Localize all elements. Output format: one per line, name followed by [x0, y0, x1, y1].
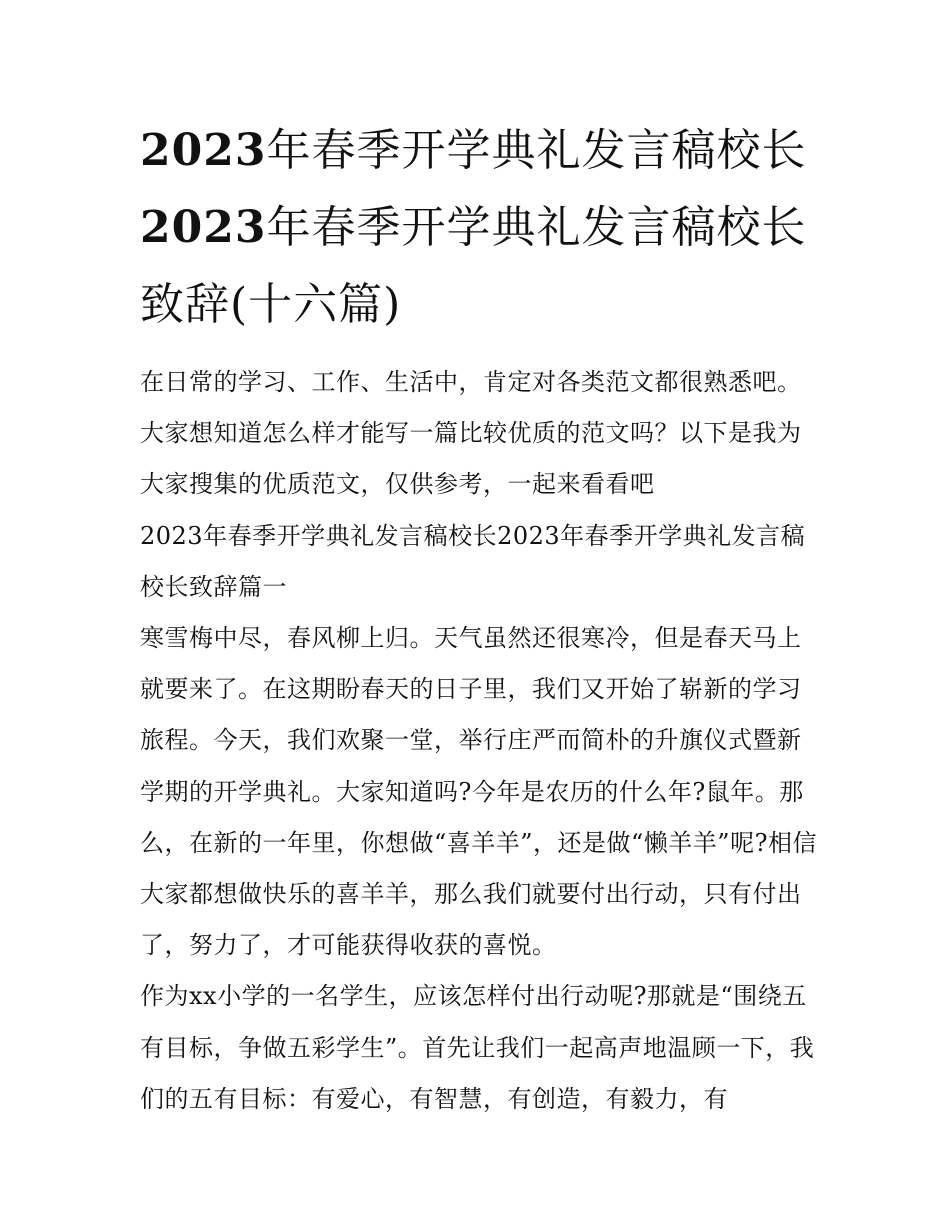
intro-paragraph: 在日常的学习、工作、生活中，肯定对各类范文都很熟悉吧。大家想知道怎么样才能写一篇比较优质的范文吗？以下是我为大家搜集的优质范文，仅供参考，一起来看看吧: [140, 368, 802, 499]
body-paragraph: 作为xx小学的一名学生，应该怎样付出行动呢?那就是“围绕五有目标，争做五彩学生”。首先让我们一起高声地温顾一下，我们的五有目标：有爱心，有智慧，有创造，有毅力，有: [140, 982, 815, 1113]
body-paragraph: 寒雪梅中尽，春风柳上归。天气虽然还很寒冷，但是春天马上就要来了。在这期盼春天的日子里，我们又开始了崭新的学习旅程。今天，我们欢聚一堂，举行庄严而简朴的升旗仪式暨新学期的开学典礼。大家知道吗?今年是农历的什么年?鼠年。那么，在新的一年里，你想做“喜羊羊”，还是做“懒羊羊”呢?相信大家都想做快乐的喜羊羊，那么我们就要付出行动，只有付出了，努力了，才可能获得收获的喜悦。: [140, 624, 817, 960]
document-title: 2023年春季开学典礼发言稿校长2023年春季开学典礼发言稿校长致辞(十六篇): [140, 125, 807, 330]
document-page: [140, 112, 820, 1125]
section-heading: 2023年春季开学典礼发言稿校长2023年春季开学典礼发言稿校长致辞篇一: [140, 521, 806, 601]
